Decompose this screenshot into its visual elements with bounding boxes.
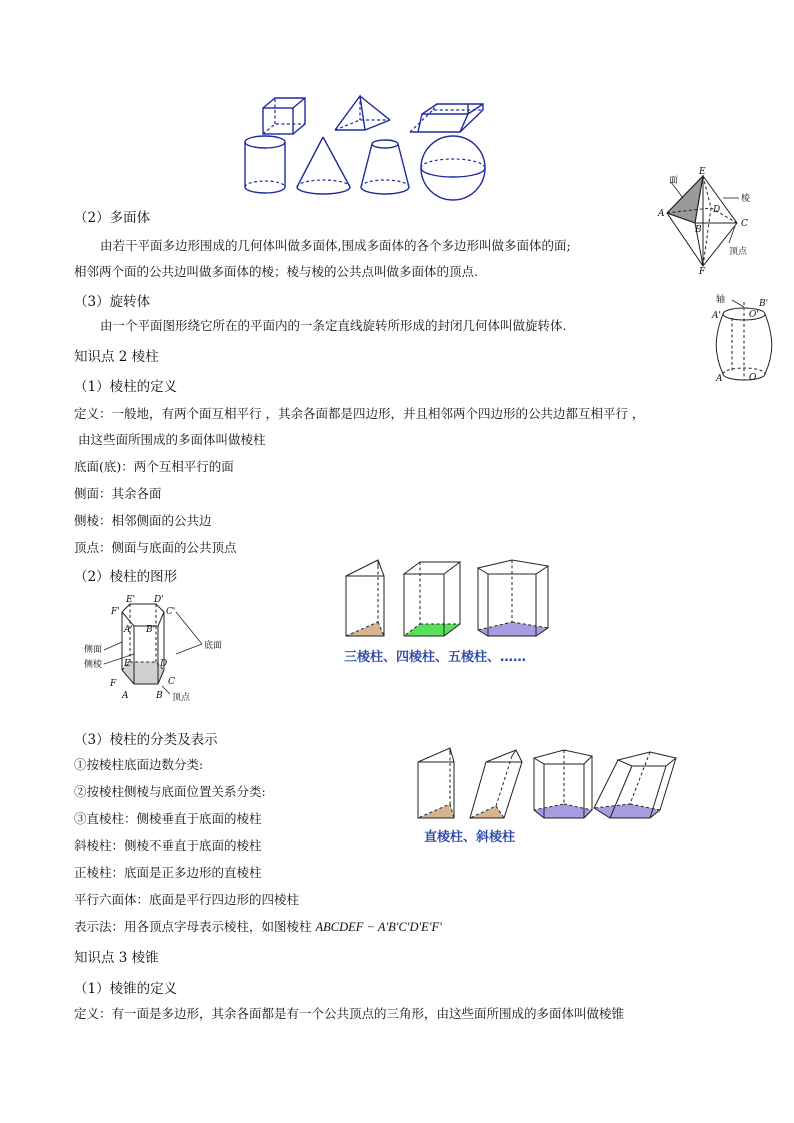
svg-text:F: F xyxy=(699,267,706,277)
svg-text:D': D' xyxy=(154,595,164,605)
cone-shape xyxy=(297,137,350,194)
polyhedron-definition: 由若干平面多边形围成的几何体叫做多面体,围成多面体的各个多边形叫做多面体的面; xyxy=(100,238,571,253)
kp2-side-face: 侧面：其余各面 xyxy=(74,486,162,501)
kp2-def-heading: （1）棱柱的定义 xyxy=(74,379,178,395)
pyramid-shape xyxy=(335,96,390,130)
svg-text:C': C' xyxy=(166,607,176,617)
svg-text:F': F' xyxy=(111,607,120,617)
kp2-class3: ③直棱柱：侧棱垂直于底面的棱柱 xyxy=(74,811,262,826)
svg-text:侧棱: 侧棱 xyxy=(84,660,103,670)
kp2-class-heading: （3）棱柱的分类及表示 xyxy=(74,732,218,748)
kp2-class1: ①按棱柱底面边数分类: xyxy=(74,757,204,772)
svg-text:C: C xyxy=(168,677,175,687)
svg-text:A': A' xyxy=(712,311,721,321)
svg-text:A: A xyxy=(716,374,723,384)
svg-text:D: D xyxy=(713,205,721,215)
kp2-class2: ②按棱柱侧棱与底面位置关系分类: xyxy=(74,784,266,799)
svg-text:A: A xyxy=(658,209,665,219)
axis-label: 轴 xyxy=(716,295,726,305)
svg-text:B: B xyxy=(156,691,163,701)
prisms-caption: 三棱柱、四棱柱、五棱柱、…… xyxy=(344,650,527,665)
cylinder-shape xyxy=(245,136,285,193)
types-caption: 直棱柱、斜棱柱 xyxy=(424,830,516,845)
kp3-def-heading: （1）棱锥的定义 xyxy=(74,981,178,997)
kp3-def-line: 定义：有一面是多边形，其余各面都是有一个公共顶点的三角形，由这些面所围成的多面体叫做棱锥 xyxy=(74,1006,625,1021)
prism-types-figure xyxy=(340,556,550,641)
frustum-pyramid-shape xyxy=(410,104,483,132)
kp2-def-line2: 由这些面所围成的多面体叫做棱柱 xyxy=(78,432,266,447)
revolution-heading: （3）旋转体 xyxy=(74,294,151,310)
svg-text:E': E' xyxy=(126,595,136,605)
svg-text:A': A' xyxy=(124,625,133,635)
kp2-oblique: 斜棱柱：侧棱不垂直于底面的棱柱 xyxy=(74,838,262,853)
octahedron-figure xyxy=(655,167,785,277)
svg-text:B: B xyxy=(695,225,702,235)
svg-text:A: A xyxy=(122,691,129,701)
face-label: 面 xyxy=(669,176,679,186)
cube-shape xyxy=(263,98,305,134)
svg-text:顶点: 顶点 xyxy=(172,693,191,703)
kp3-title: 知识点 3 棱锥 xyxy=(74,950,159,966)
edge-label: 棱 xyxy=(741,194,751,204)
kp2-base: 底面(底)：两个互相平行的面 xyxy=(74,459,234,474)
right-oblique-prisms-figure xyxy=(414,746,734,826)
notation-formula: ABCDEF − A'B'C'D'E'F' xyxy=(315,920,442,934)
kp2-title: 知识点 2 棱柱 xyxy=(74,349,159,365)
kp2-parallelepiped: 平行六面体：底面是平行四边形的四棱柱 xyxy=(74,892,300,907)
svg-text:O: O xyxy=(749,373,757,383)
kp2-side-edge: 侧棱：相邻侧面的公共边 xyxy=(74,513,212,528)
frustum-cone-shape xyxy=(361,140,409,194)
kp2-def-line1: 定义：一般地，有两个面互相平行 ，其余各面都是四边形，并且相邻两个四边形的公共边都互相平行 ， xyxy=(74,406,645,421)
svg-text:F: F xyxy=(110,679,117,689)
svg-text:O': O' xyxy=(749,310,759,320)
svg-text:B': B' xyxy=(146,625,156,635)
vertex-label: 顶点 xyxy=(729,247,748,257)
svg-text:B': B' xyxy=(759,299,769,309)
svg-text:C: C xyxy=(741,219,748,229)
svg-text:E: E xyxy=(699,167,706,177)
svg-text:侧面: 侧面 xyxy=(84,645,103,655)
kp2-fig-heading: （2）棱柱的图形 xyxy=(74,569,178,585)
sphere-shape xyxy=(421,136,485,200)
barrel-figure xyxy=(712,292,792,392)
kp2-vertex: 顶点：侧面与底面的公共顶点 xyxy=(74,540,237,555)
solids-figure xyxy=(240,92,500,202)
svg-text:D: D xyxy=(160,659,168,669)
polyhedron-definition-2: 相邻两个面的公共边叫做多面体的棱；棱与棱的公共点叫做多面体的顶点. xyxy=(74,264,478,279)
polyhedron-heading: （2）多面体 xyxy=(74,210,151,226)
revolution-definition: 由一个平面图形绕它所在的平面内的一条定直线旋转所形成的封闭几何体叫做旋转体. xyxy=(100,318,567,333)
kp2-notation xyxy=(74,917,442,935)
hexagonal-prism-figure xyxy=(84,592,244,707)
kp2-regular: 正棱柱：底面是正多边形的直棱柱 xyxy=(74,865,262,880)
svg-text:E: E xyxy=(124,659,131,669)
svg-text:底面: 底面 xyxy=(204,641,223,651)
notation-prefix: 表示法：用各顶点字母表示棱柱，如图棱柱 xyxy=(74,919,316,934)
